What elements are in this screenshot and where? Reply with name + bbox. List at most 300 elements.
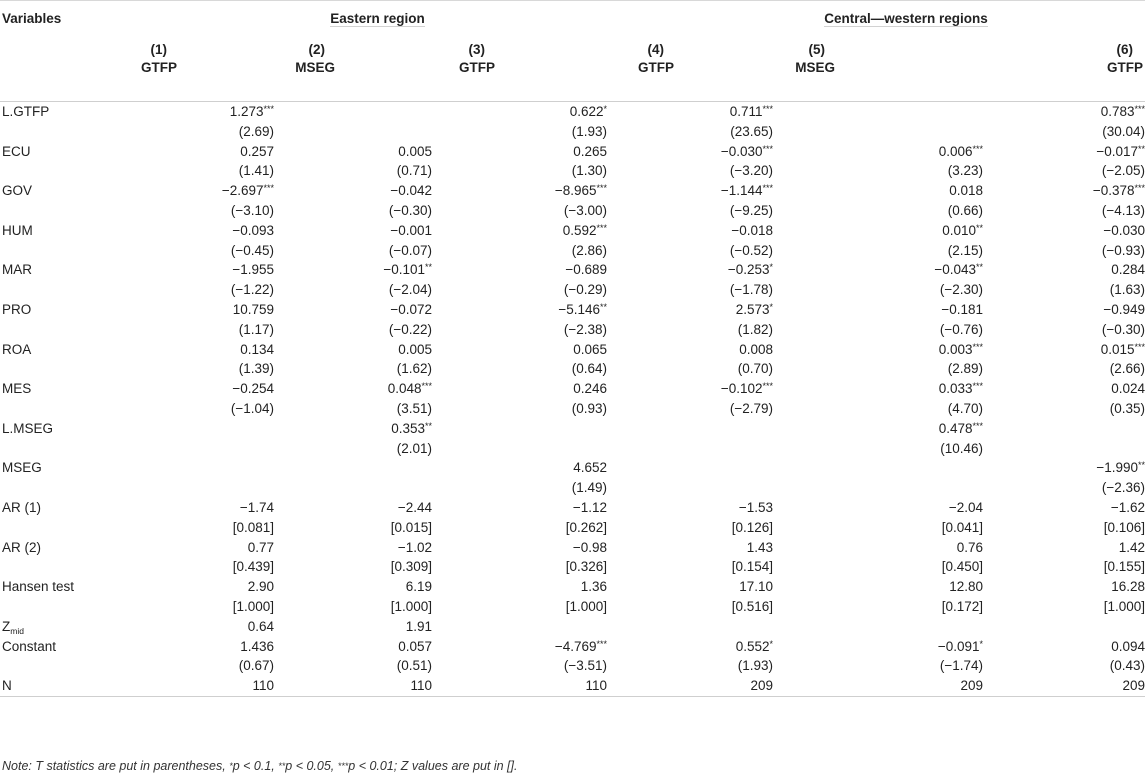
table-cell (607, 320, 773, 340)
table-cell (108, 122, 274, 142)
table-cell (108, 439, 274, 459)
row-label-text: MAR (2, 262, 32, 278)
cell-value: 0.711 (729, 104, 763, 119)
column-header-5 (773, 35, 983, 102)
cell-value: −0.001 (390, 222, 432, 238)
significance-stars: *** (1134, 104, 1145, 114)
cell-value: −0.949 (1103, 301, 1145, 317)
table-cell (432, 181, 607, 201)
cell-value: 1.273 (229, 104, 264, 119)
table-row (0, 637, 1145, 657)
row-label (0, 419, 108, 439)
cell-value: 0.783 (1100, 104, 1135, 119)
table-cell (983, 498, 1145, 518)
table-cell (432, 379, 607, 399)
table-cell (274, 458, 432, 478)
table-cell (983, 637, 1145, 657)
table-row (0, 518, 1145, 538)
cell-value: (−2.79) (729, 400, 773, 416)
table-row (0, 478, 1145, 498)
table-cell (773, 161, 983, 181)
table-row (0, 458, 1145, 478)
cell-value: (−0.07) (388, 242, 432, 258)
column-name: GTFP (1107, 60, 1143, 75)
cell-value: (3.23) (947, 163, 983, 179)
column-header-4 (607, 35, 773, 102)
table-cell (607, 439, 773, 459)
cell-value: (−3.00) (563, 202, 607, 218)
table-cell (274, 498, 432, 518)
cell-value: (−2.04) (388, 282, 432, 298)
table-cell (607, 241, 773, 261)
significance-stars: *** (263, 183, 274, 194)
cell-value: (2.01) (396, 440, 432, 456)
table-cell (108, 656, 274, 676)
table-cell (607, 518, 773, 538)
cell-value: (1.39) (238, 361, 274, 377)
table-cell (773, 280, 983, 300)
table-cell (773, 676, 983, 696)
cell-value: [0.155] (1103, 559, 1145, 575)
table-cell (274, 142, 432, 162)
cell-value: [0.041] (941, 519, 983, 535)
column-number: (2) (308, 42, 325, 57)
row-label (0, 300, 108, 320)
table-cell (108, 498, 274, 518)
significance-stars: *** (972, 381, 983, 392)
table-row (0, 557, 1145, 577)
table-cell (773, 260, 983, 280)
table-cell (983, 458, 1145, 478)
cell-value: −0.017 (1096, 143, 1138, 159)
table-cell (274, 280, 432, 300)
row-label-text: L.MSEG (2, 420, 54, 436)
table-cell (108, 340, 274, 360)
table-cell (108, 597, 274, 617)
table-cell (274, 221, 432, 241)
cell-value: −0.072 (390, 301, 432, 317)
table-cell (108, 399, 274, 419)
cell-value: 6.19 (405, 579, 432, 595)
table-cell (432, 241, 607, 261)
cell-value: [1.000] (390, 598, 432, 614)
table-row (0, 498, 1145, 518)
column-header-3 (432, 35, 607, 102)
column-number: (1) (150, 42, 167, 57)
table-note (2, 759, 517, 773)
table-cell (607, 577, 773, 597)
table-cell (983, 419, 1145, 439)
cell-value: 0.64 (247, 618, 274, 634)
table-cell (108, 280, 274, 300)
table-cell (983, 478, 1145, 498)
table-cell (607, 359, 773, 379)
cell-value: (0.43) (1109, 658, 1145, 674)
table-cell (773, 221, 983, 241)
table-cell (983, 142, 1145, 162)
cell-value: −4.769 (554, 638, 597, 654)
cell-value: 0.76 (956, 539, 983, 555)
cell-value: (−0.22) (388, 321, 432, 337)
cell-value: (3.51) (396, 400, 432, 416)
row-label-text: AR (1) (2, 499, 42, 515)
table-cell (983, 181, 1145, 201)
row-label (0, 122, 108, 142)
significance-stars: *** (421, 381, 432, 392)
table-cell (607, 617, 773, 637)
table-cell (432, 340, 607, 360)
table-row (0, 379, 1145, 399)
cell-value: −1.144 (720, 183, 763, 199)
table-row (0, 280, 1145, 300)
table-cell (773, 419, 983, 439)
table-cell (108, 102, 274, 122)
significance-stars: *** (596, 222, 607, 233)
group-label-central-western: Central—western regions (824, 10, 988, 26)
cell-value: (−2.36) (1101, 480, 1145, 496)
table-cell (773, 478, 983, 498)
row-label (0, 637, 108, 657)
table-cell (607, 161, 773, 181)
cell-value: −5.146 (558, 301, 600, 317)
table-cell (773, 379, 983, 399)
row-label (0, 359, 108, 379)
table-cell (108, 359, 274, 379)
row-label (0, 538, 108, 558)
cell-value: [0.309] (390, 559, 432, 575)
significance-stars: ** (1137, 143, 1145, 154)
cell-value: [1.000] (232, 598, 274, 614)
table-cell (274, 478, 432, 498)
table-cell (983, 676, 1145, 696)
table-cell (432, 637, 607, 657)
table-cell (108, 221, 274, 241)
table-cell (983, 557, 1145, 577)
cell-value: [0.326] (565, 559, 607, 575)
table-cell (773, 102, 983, 122)
cell-value: 0.246 (573, 381, 607, 397)
table-cell (108, 617, 274, 637)
table-cell (607, 201, 773, 221)
column-name: GTFP (459, 60, 495, 75)
table-cell (108, 201, 274, 221)
row-label-text: HUM (2, 222, 33, 238)
row-label (0, 181, 108, 201)
significance-stars: * (769, 262, 773, 273)
table-cell (773, 518, 983, 538)
cell-value: 0.006 (938, 143, 973, 159)
table-cell (773, 656, 983, 676)
significance-stars: *** (762, 381, 773, 392)
cell-value: (1.93) (571, 123, 607, 139)
table-cell (108, 241, 274, 261)
cell-value: (−3.51) (563, 658, 607, 674)
table-cell (983, 241, 1145, 261)
table-cell (773, 300, 983, 320)
table-cell (432, 538, 607, 558)
cell-value: [0.439] (232, 559, 274, 575)
header-column-row (0, 35, 1145, 102)
row-label-text: Constant (2, 638, 57, 654)
significance-stars: *** (972, 341, 983, 352)
cell-value: (1.63) (1109, 282, 1145, 298)
cell-value: [1.000] (1103, 598, 1145, 614)
significance-stars: * (769, 638, 773, 649)
cell-value: 0.010 (942, 222, 976, 238)
table-cell (274, 201, 432, 221)
cell-value: (0.71) (396, 163, 432, 179)
table-row (0, 102, 1145, 122)
cell-value: 0.134 (240, 341, 274, 357)
cell-value: −0.093 (232, 222, 274, 238)
table-cell (607, 656, 773, 676)
cell-value: (−3.20) (729, 163, 773, 179)
cell-value: 4.652 (573, 460, 607, 476)
table-cell (773, 498, 983, 518)
table-cell (432, 142, 607, 162)
table-cell (274, 241, 432, 261)
cell-value: 0.018 (949, 183, 983, 199)
table-cell (432, 557, 607, 577)
row-label-text: L.GTFP (2, 104, 50, 119)
cell-value: (−1.22) (230, 282, 274, 298)
significance-stars: ** (424, 420, 432, 431)
table-cell (983, 260, 1145, 280)
table-cell (607, 498, 773, 518)
cell-value: −1.53 (738, 499, 773, 515)
table-cell (773, 557, 983, 577)
table-cell (108, 142, 274, 162)
cell-value: 1.436 (240, 638, 274, 654)
cell-value: 110 (585, 678, 607, 694)
column-header-1 (108, 35, 274, 102)
row-label (0, 577, 108, 597)
table-cell (274, 340, 432, 360)
row-label-text: ROA (2, 341, 32, 357)
table-cell (983, 518, 1145, 538)
table-cell (773, 359, 983, 379)
table-cell (274, 102, 432, 122)
cell-value: 0.353 (391, 420, 425, 436)
table-row (0, 201, 1145, 221)
table-cell (983, 320, 1145, 340)
table-cell (108, 419, 274, 439)
significance-stars: *** (1134, 341, 1145, 352)
significance-stars: ** (1137, 460, 1145, 471)
cell-value: −0.043 (934, 262, 976, 278)
table-cell (773, 201, 983, 221)
table-row (0, 538, 1145, 558)
table-cell (432, 597, 607, 617)
row-label (0, 399, 108, 419)
table-cell (607, 557, 773, 577)
cell-value: (30.04) (1102, 123, 1145, 139)
table-cell (773, 439, 983, 459)
table-row (0, 320, 1145, 340)
table-cell (274, 419, 432, 439)
cell-value: [1.000] (565, 598, 607, 614)
cell-value: [0.172] (941, 598, 983, 614)
table-row (0, 617, 1145, 637)
column-name: MSEG (795, 60, 835, 75)
column-name: GTFP (638, 60, 674, 75)
cell-value: (1.93) (737, 658, 773, 674)
cell-value: −8.965 (554, 183, 597, 199)
table-cell (607, 478, 773, 498)
table-cell (983, 201, 1145, 221)
table-cell (274, 181, 432, 201)
table-cell (983, 280, 1145, 300)
note-text: p < 0.01; Z values are put in []. (348, 759, 518, 773)
table-cell (274, 656, 432, 676)
cell-value: (−2.05) (1101, 163, 1145, 179)
table-cell (607, 637, 773, 657)
table-cell (274, 597, 432, 617)
cell-value: [0.450] (941, 559, 983, 575)
table-cell (274, 300, 432, 320)
column-header-6 (983, 35, 1145, 102)
row-label-text: MSEG (2, 460, 42, 476)
table-row (0, 656, 1145, 676)
table-cell (983, 439, 1145, 459)
row-label (0, 597, 108, 617)
cell-value: −1.74 (239, 499, 274, 515)
header-group-row (0, 1, 1145, 36)
row-label-text: Hansen test (2, 579, 75, 595)
column-number: (3) (468, 42, 485, 57)
cell-value: (1.62) (396, 361, 432, 377)
cell-value: −1.02 (397, 539, 432, 555)
cell-value: (1.17) (238, 321, 274, 337)
cell-value: (0.70) (737, 361, 773, 377)
cell-value: (0.67) (238, 658, 274, 674)
table-row (0, 221, 1145, 241)
table-cell (773, 617, 983, 637)
cell-value: 0.024 (1111, 381, 1145, 397)
cell-value: [0.081] (232, 519, 274, 535)
cell-value: 0.048 (387, 381, 422, 397)
cell-value: (−0.76) (939, 321, 983, 337)
cell-value: −0.018 (731, 222, 773, 238)
row-label-text: GOV (2, 183, 33, 199)
cell-value: 0.478 (938, 420, 973, 436)
row-label (0, 241, 108, 261)
cell-value: [0.015] (390, 519, 432, 535)
table-row (0, 597, 1145, 617)
table-cell (983, 656, 1145, 676)
table-cell (432, 518, 607, 538)
cell-value: (4.70) (947, 400, 983, 416)
cell-value: 17.10 (739, 579, 773, 595)
table-cell (607, 538, 773, 558)
significance-stars: *** (762, 104, 773, 114)
cell-value: [0.154] (731, 559, 773, 575)
table-cell (108, 676, 274, 696)
cell-value: (0.35) (1109, 400, 1145, 416)
cell-value: (−2.30) (939, 282, 983, 298)
table-cell (983, 577, 1145, 597)
row-label-text: AR (2) (2, 539, 42, 555)
table-row (0, 122, 1145, 142)
table-cell (607, 458, 773, 478)
table-cell (773, 577, 983, 597)
cell-value: −1.955 (232, 262, 274, 278)
table-cell (607, 379, 773, 399)
cell-value: (−0.93) (1101, 242, 1145, 258)
significance-stars: ** (975, 222, 983, 233)
table-cell (983, 359, 1145, 379)
significance-stars: *** (1134, 183, 1145, 194)
cell-value: (0.93) (571, 400, 607, 416)
column-name: MSEG (295, 60, 335, 75)
cell-value: 1.36 (580, 579, 607, 595)
row-label (0, 280, 108, 300)
table-row (0, 676, 1145, 696)
table-cell (274, 399, 432, 419)
table-cell (773, 122, 983, 142)
cell-value: (1.41) (238, 163, 274, 179)
table-cell (432, 280, 607, 300)
table-cell (274, 577, 432, 597)
table-cell (983, 538, 1145, 558)
cell-value: 0.057 (398, 638, 432, 654)
significance-stars: *** (596, 638, 607, 649)
cell-value: 0.033 (938, 381, 973, 397)
table-cell (432, 201, 607, 221)
table-cell (108, 557, 274, 577)
cell-value: 0.77 (247, 539, 274, 555)
significance-stars: ** (599, 301, 607, 312)
cell-value: 0.284 (1111, 262, 1145, 278)
cell-value: (−1.74) (939, 658, 983, 674)
table-row (0, 241, 1145, 261)
table-cell (607, 676, 773, 696)
cell-value: 1.91 (405, 618, 432, 634)
cell-value: −0.181 (941, 301, 983, 317)
table-row (0, 161, 1145, 181)
cell-value: −0.689 (565, 262, 607, 278)
table-cell (108, 320, 274, 340)
table-cell (983, 617, 1145, 637)
table-cell (108, 300, 274, 320)
cell-value: 2.90 (247, 579, 274, 595)
cell-value: 0.257 (240, 143, 274, 159)
table-cell (432, 439, 607, 459)
cell-value: (−0.52) (729, 242, 773, 258)
table-row (0, 419, 1145, 439)
table-cell (607, 399, 773, 419)
cell-value: −0.254 (232, 381, 274, 397)
table-cell (432, 221, 607, 241)
row-label-text: ECU (2, 143, 31, 159)
cell-value: (−9.25) (729, 202, 773, 218)
table-cell (274, 518, 432, 538)
table-cell (773, 340, 983, 360)
table-cell (773, 637, 983, 657)
table-cell (773, 458, 983, 478)
cell-value: (23.65) (730, 123, 773, 139)
table-cell (432, 617, 607, 637)
significance-stars: *** (972, 420, 983, 431)
table-cell (274, 637, 432, 657)
cell-value: −0.042 (390, 183, 432, 199)
row-label (0, 557, 108, 577)
cell-value: 0.005 (398, 143, 432, 159)
table-cell (108, 458, 274, 478)
cell-value: (1.30) (571, 163, 607, 179)
row-label (0, 161, 108, 181)
cell-value: (0.51) (396, 658, 432, 674)
